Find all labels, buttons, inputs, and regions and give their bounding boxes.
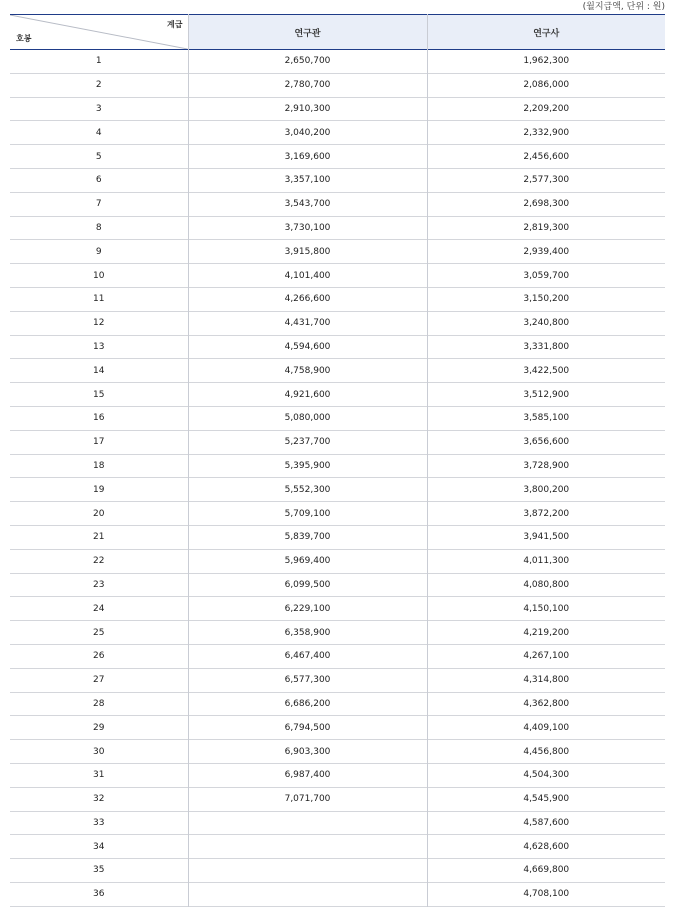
- table-row: [10, 740, 665, 764]
- step-cell: 5: [10, 145, 188, 169]
- step-cell: 9: [10, 240, 188, 264]
- researcher-header: 연구사: [533, 28, 560, 39]
- researcher-pay-cell: 3,150,200: [523, 294, 570, 305]
- researcher-pay-cell: 4,080,800: [523, 579, 570, 590]
- step-cell: 23: [10, 573, 188, 597]
- researcher-pay-cell: 4,362,800: [523, 698, 570, 709]
- table-row: [10, 502, 665, 526]
- researcher-title-pay-cell: 5,709,100: [188, 502, 427, 526]
- researcher-title-pay-cell: 3,915,800: [188, 240, 427, 264]
- step-cell: 21: [10, 525, 188, 549]
- table-row: [10, 787, 665, 811]
- step-cell: 7: [10, 192, 188, 216]
- step-cell: 30: [10, 740, 188, 764]
- table-row: [10, 168, 665, 192]
- table-row: [10, 478, 665, 502]
- table-row: [10, 97, 665, 121]
- step-cell: 15: [10, 383, 188, 407]
- researcher-pay-cell: 3,331,800: [523, 341, 570, 352]
- researcher-pay-cell: 4,628,600: [523, 841, 570, 852]
- researcher-title-pay-cell: 5,395,900: [188, 454, 427, 478]
- table-row: [10, 811, 665, 835]
- researcher-pay-cell: 3,872,200: [523, 508, 570, 519]
- step-cell: 28: [10, 692, 188, 716]
- researcher-title-pay-cell: 4,921,600: [188, 383, 427, 407]
- researcher-title-pay-cell: 4,266,600: [188, 287, 427, 311]
- researcher-pay-cell: 2,086,000: [523, 80, 570, 91]
- researcher-pay-cell: 4,267,100: [523, 651, 570, 662]
- researcher-title-pay-cell: 2,910,300: [188, 97, 427, 121]
- table-row: [10, 121, 665, 145]
- researcher-pay-cell: 3,585,100: [523, 413, 570, 424]
- corner-header-cell: [10, 15, 188, 50]
- table-row: [10, 621, 665, 645]
- table-row: [10, 264, 665, 288]
- researcher-title-pay-cell: 3,543,700: [188, 192, 427, 216]
- researcher-title-pay-cell: 6,577,300: [188, 668, 427, 692]
- table-row: [10, 692, 665, 716]
- researcher-pay-cell: 3,941,500: [523, 532, 570, 543]
- researcher-pay-cell: 4,219,200: [523, 627, 570, 638]
- table-row: [10, 644, 665, 668]
- table-row: [10, 430, 665, 454]
- step-cell: 10: [10, 264, 188, 288]
- researcher-pay-cell: 4,456,800: [523, 746, 570, 757]
- step-cell: 25: [10, 621, 188, 645]
- table-body: [10, 50, 665, 907]
- step-cell: 13: [10, 335, 188, 359]
- researcher-pay-cell: 3,512,900: [523, 389, 570, 400]
- researcher-title-pay-cell: 4,594,600: [188, 335, 427, 359]
- researcher-pay-cell: 3,728,900: [523, 460, 570, 471]
- researcher-pay-cell: 3,422,500: [523, 365, 570, 376]
- researcher-title-pay-cell: 4,431,700: [188, 311, 427, 335]
- step-cell: 8: [10, 216, 188, 240]
- researcher-pay-cell: 3,800,200: [523, 484, 570, 495]
- table-row: [10, 192, 665, 216]
- researcher-title-pay-cell: 3,730,100: [188, 216, 427, 240]
- table-row: [10, 311, 665, 335]
- step-cell: 3: [10, 97, 188, 121]
- table-row: [10, 525, 665, 549]
- table-header-row: [10, 15, 665, 50]
- researcher-title-pay-cell: [188, 811, 427, 835]
- researcher-title-pay-cell: 3,040,200: [188, 121, 427, 145]
- step-cell: 36: [10, 882, 188, 906]
- table-row: [10, 383, 665, 407]
- researcher-title-pay-cell: 7,071,700: [188, 787, 427, 811]
- table-row: [10, 50, 665, 74]
- researcher-pay-cell: 2,939,400: [523, 246, 570, 257]
- step-cell: 29: [10, 716, 188, 740]
- step-cell: 35: [10, 859, 188, 883]
- researcher-pay-cell: 4,150,100: [523, 603, 570, 614]
- step-cell: 4: [10, 121, 188, 145]
- table-row: [10, 216, 665, 240]
- table-row: [10, 73, 665, 97]
- researcher-pay-cell: 4,011,300: [523, 556, 570, 567]
- researcher-pay-cell: 3,656,600: [523, 437, 570, 448]
- researcher-pay-cell: 4,409,100: [523, 722, 570, 733]
- researcher-title-pay-cell: 5,552,300: [188, 478, 427, 502]
- researcher-title-pay-cell: 6,903,300: [188, 740, 427, 764]
- researcher-pay-cell: 3,059,700: [523, 270, 570, 281]
- table-row: [10, 668, 665, 692]
- grade-header-label: 계급: [167, 20, 183, 29]
- researcher-pay-cell: 2,698,300: [523, 199, 570, 210]
- researcher-title-pay-cell: 5,969,400: [188, 549, 427, 573]
- step-cell: 12: [10, 311, 188, 335]
- researcher-title-pay-cell: 6,358,900: [188, 621, 427, 645]
- table-row: [10, 835, 665, 859]
- researcher-title-pay-cell: 3,169,600: [188, 145, 427, 169]
- researcher-title-header: 연구관: [188, 15, 427, 50]
- table-row: [10, 454, 665, 478]
- step-cell: 19: [10, 478, 188, 502]
- researcher-pay-cell: 4,669,800: [523, 865, 570, 876]
- step-cell: 26: [10, 644, 188, 668]
- researcher-title-pay-cell: 4,101,400: [188, 264, 427, 288]
- table-row: [10, 359, 665, 383]
- researcher-pay-cell: 2,456,600: [523, 151, 570, 162]
- table-row: [10, 597, 665, 621]
- table-row: [10, 287, 665, 311]
- researcher-pay-cell: 4,504,300: [523, 770, 570, 781]
- step-cell: 6: [10, 168, 188, 192]
- researcher-title-pay-cell: 4,758,900: [188, 359, 427, 383]
- step-cell: 34: [10, 835, 188, 859]
- table-row: [10, 406, 665, 430]
- researcher-title-pay-cell: 3,357,100: [188, 168, 427, 192]
- unit-note: (월지급액, 단위 : 원): [582, 2, 665, 12]
- table-row: [10, 716, 665, 740]
- researcher-pay-cell: 4,314,800: [523, 675, 570, 686]
- table-row: [10, 240, 665, 264]
- step-cell: 16: [10, 406, 188, 430]
- researcher-title-pay-cell: 5,839,700: [188, 525, 427, 549]
- step-cell: 17: [10, 430, 188, 454]
- step-header-label: 호봉: [16, 34, 32, 43]
- step-cell: 24: [10, 597, 188, 621]
- researcher-pay-cell: 4,587,600: [523, 817, 570, 828]
- step-cell: 27: [10, 668, 188, 692]
- salary-table: [10, 14, 665, 907]
- step-cell: 11: [10, 287, 188, 311]
- researcher-title-pay-cell: 6,229,100: [188, 597, 427, 621]
- researcher-title-pay-cell: [188, 835, 427, 859]
- step-cell: 22: [10, 549, 188, 573]
- researcher-pay-cell: 3,240,800: [523, 318, 570, 329]
- researcher-title-pay-cell: [188, 882, 427, 906]
- step-cell: 32: [10, 787, 188, 811]
- table-row: [10, 145, 665, 169]
- researcher-title-pay-cell: 5,080,000: [188, 406, 427, 430]
- diagonal-divider: [10, 15, 188, 49]
- step-cell: 18: [10, 454, 188, 478]
- table-row: [10, 573, 665, 597]
- step-cell: 33: [10, 811, 188, 835]
- researcher-pay-cell: 2,332,900: [523, 127, 570, 138]
- step-cell: 14: [10, 359, 188, 383]
- researcher-title-pay-cell: 6,987,400: [188, 763, 427, 787]
- researcher-pay-cell: 4,708,100: [523, 889, 570, 900]
- researcher-pay-cell: 2,819,300: [523, 222, 570, 233]
- table-row: [10, 549, 665, 573]
- researcher-pay-cell: 4,545,900: [523, 794, 570, 805]
- researcher-title-pay-cell: [188, 859, 427, 883]
- table-row: [10, 763, 665, 787]
- step-cell: 2: [10, 73, 188, 97]
- table-row: [10, 335, 665, 359]
- researcher-title-pay-cell: 6,099,500: [188, 573, 427, 597]
- step-cell: 1: [10, 50, 188, 74]
- researcher-title-pay-cell: 2,780,700: [188, 73, 427, 97]
- researcher-pay-cell: 1,962,300: [523, 56, 570, 67]
- step-cell: 31: [10, 763, 188, 787]
- researcher-title-pay-cell: 5,237,700: [188, 430, 427, 454]
- researcher-title-pay-cell: 6,686,200: [188, 692, 427, 716]
- researcher-title-pay-cell: 6,467,400: [188, 644, 427, 668]
- researcher-pay-cell: 2,209,200: [523, 103, 570, 114]
- researcher-pay-cell: 2,577,300: [523, 175, 570, 186]
- table-row: [10, 859, 665, 883]
- researcher-title-pay-cell: 2,650,700: [188, 50, 427, 74]
- table-row: [10, 882, 665, 906]
- researcher-title-pay-cell: 6,794,500: [188, 716, 427, 740]
- step-cell: 20: [10, 502, 188, 526]
